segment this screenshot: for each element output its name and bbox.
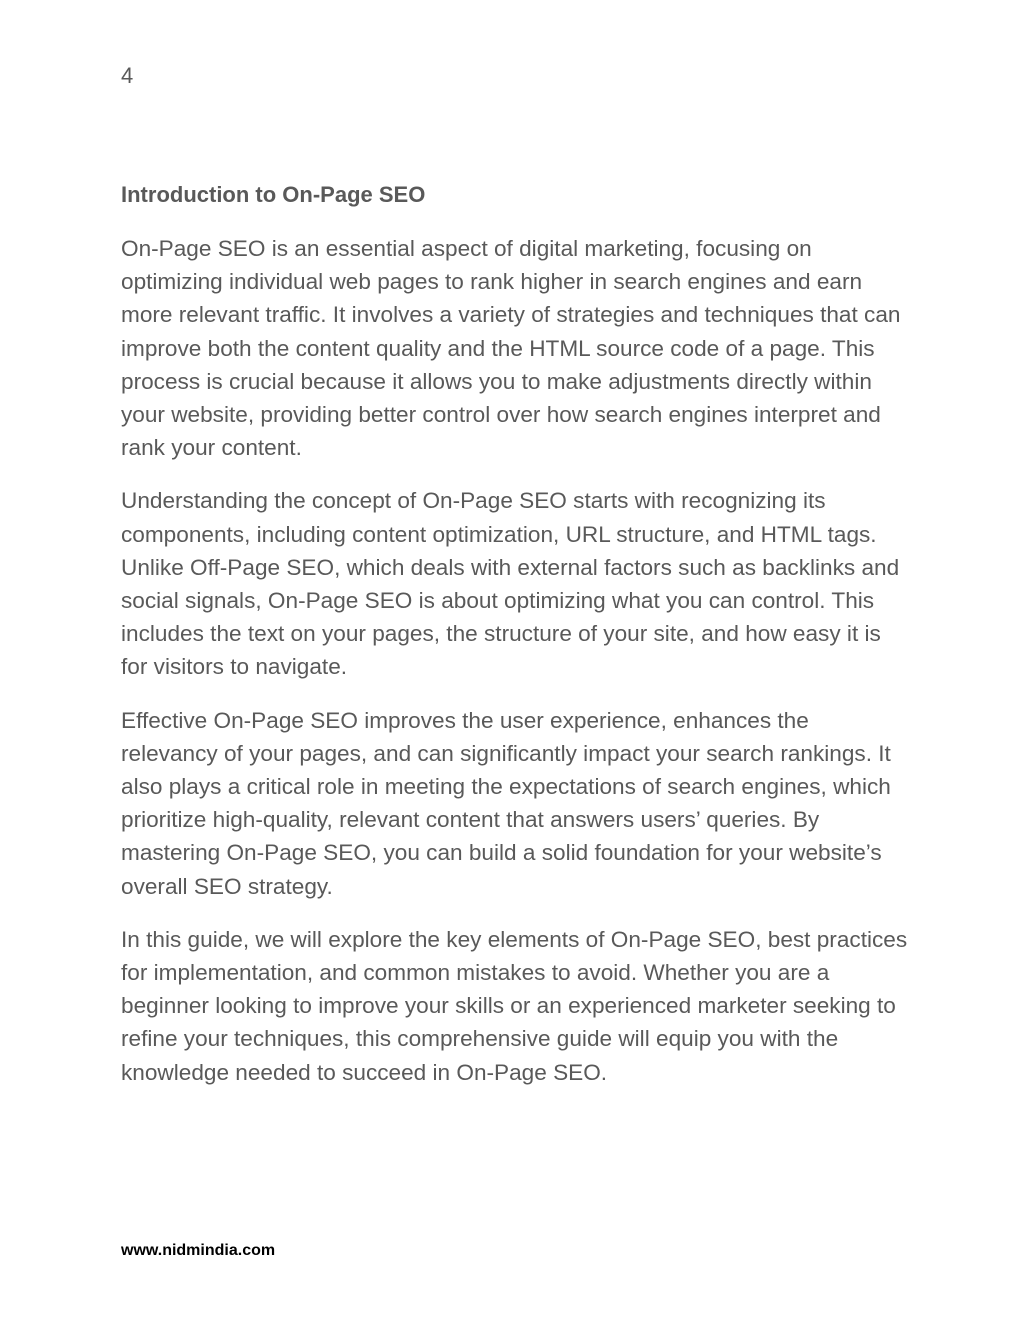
section-heading: Introduction to On-Page SEO bbox=[121, 182, 426, 207]
paragraph: Understanding the concept of On-Page SEO starts with recognizing its components, including content optimization, URL structure, and HTML tags. Unlike Off-Page SEO, which deals with external factors such as backlinks and social signals, On-Page SEO is about optimizing what you can control. This includes the text on your pages, the structure of your site, and how easy it is for visitors to navigate. bbox=[121, 488, 900, 680]
page-number: 4 bbox=[121, 63, 134, 88]
paragraph: In this guide, we will explore the key elements of On-Page SEO, best practices for implementation, and common mistakes to avoid. Whether you are a beginner looking to improve your skills or an experienced marketer seeking to refine your techniques, this comprehensive guide will equip you with the knowledge needed to succeed in On-Page SEO. bbox=[121, 926, 908, 1085]
document-body bbox=[121, 180, 911, 1109]
paragraph: Effective On-Page SEO improves the user experience, enhances the relevancy of your pages, and can significantly impact your search rankings. It also plays a critical role in meeting the expectations of search engines, which prioritize high-quality, relevant content that answers users’ queries. By mastering On-Page SEO, you can build a solid foundation for your website’s overall SEO strategy. bbox=[121, 707, 891, 899]
paragraph: On-Page SEO is an essential aspect of digital marketing, focusing on optimizing individual web pages to rank higher in search engines and earn more relevant traffic. It involves a variety of strategies and techniques that can improve both the content quality and the HTML source code of a page. This process is crucial because it allows you to make adjustments directly within your website, providing better control over how search engines interpret and rank your content. bbox=[121, 236, 901, 461]
footer-website: www.nidmindia.com bbox=[121, 1242, 276, 1259]
